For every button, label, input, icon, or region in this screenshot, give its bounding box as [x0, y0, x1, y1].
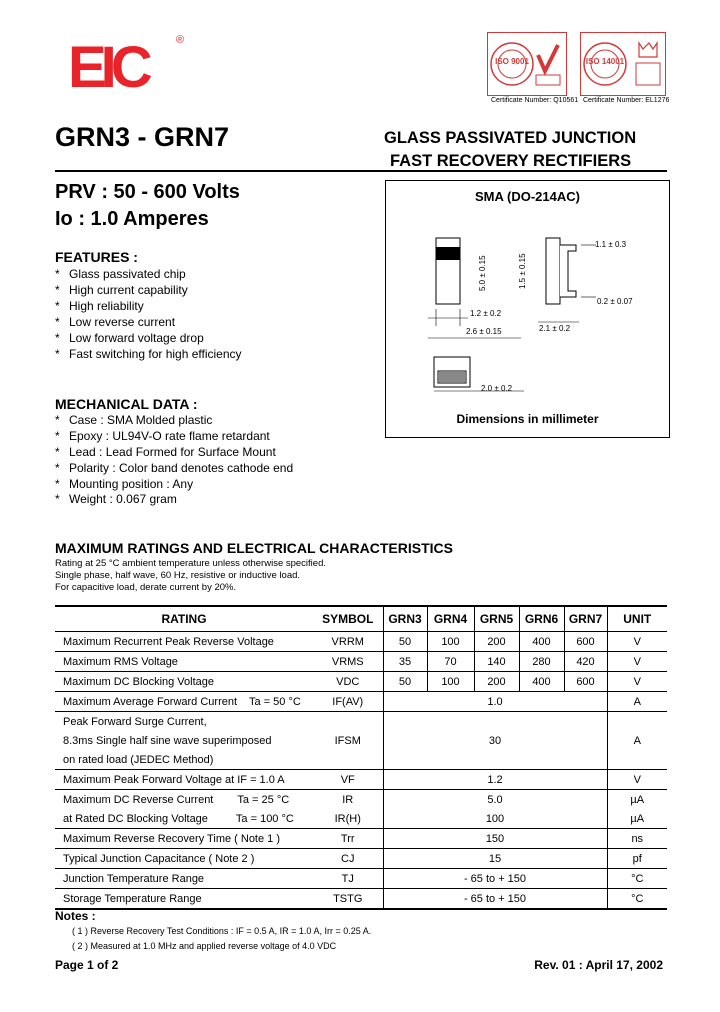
registered-mark: ® — [176, 34, 185, 46]
col-grn6: GRN6 — [519, 606, 564, 632]
table-row: Maximum DC Blocking Voltage VDC 50 100 200 400 600 V — [55, 672, 667, 692]
dim-body-height: 1.5 ± 0.15 — [518, 253, 527, 289]
feature-item: * High reliability — [55, 299, 144, 313]
table-header-row — [55, 606, 667, 632]
iso9001-caption: Certificate Number: Q10561 — [491, 97, 579, 104]
mechanical-heading: MECHANICAL DATA : — [55, 396, 198, 412]
revision-date: Rev. 01 : April 17, 2002 — [534, 958, 663, 972]
title-rule — [55, 170, 667, 172]
col-grn3: GRN3 — [383, 606, 427, 632]
mechanical-item: * Mounting position : Any — [55, 477, 194, 491]
dim-pad-width: 2.0 ± 0.2 — [481, 384, 513, 393]
col-rating: RATING — [55, 606, 313, 632]
product-line-1: GLASS PASSIVATED JUNCTION — [384, 129, 637, 147]
mechanical-item: * Polarity : Color band denotes cathode end — [55, 461, 294, 475]
col-grn7: GRN7 — [564, 606, 607, 632]
table-row: Maximum DC Reverse Current Ta = 25 °C IR 5.0 µA — [55, 790, 667, 810]
footnote-2: ( 2 ) Measured at 1.0 MHz and applied reverse voltage of 4.0 VDC — [72, 941, 337, 951]
iso14001-label: ISO 14001 — [585, 57, 625, 66]
col-unit: UNIT — [607, 606, 667, 632]
feature-item: * Low forward voltage drop — [55, 331, 204, 345]
ratings-heading: MAXIMUM RATINGS AND ELECTRICAL CHARACTERISTICS — [55, 540, 453, 556]
feature-item: * Low reverse current — [55, 315, 176, 329]
table-row: Peak Forward Surge Current, — [55, 712, 667, 732]
table-row: Maximum Average Forward Current Ta = 50 °C IF(AV) 1.0 A — [55, 692, 667, 712]
iso9001-label: ISO 9001 — [495, 57, 529, 66]
ratings-note: For capacitive load, derate current by 20%. — [55, 582, 237, 593]
product-line-2: FAST RECOVERY RECTIFIERS — [390, 152, 632, 170]
package-footer: Dimensions in millimeter — [456, 412, 599, 426]
ratings-note: Single phase, half wave, 60 Hz, resistive or inductive load. — [55, 570, 301, 581]
dim-band-width: 1.2 ± 0.2 — [470, 309, 502, 318]
mechanical-item: * Case : SMA Molded plastic — [55, 413, 213, 427]
feature-item: * High current capability — [55, 283, 188, 297]
table-row: Maximum Reverse Recovery Time ( Note 1 ) Trr 150 ns — [55, 829, 667, 849]
col-symbol: SYMBOL — [313, 606, 383, 632]
notes-heading: Notes : — [55, 909, 96, 923]
col-grn4: GRN4 — [427, 606, 474, 632]
iso14001-caption: Certificate Number: EL1276 — [583, 97, 670, 104]
part-number-title: GRN3 - GRN7 — [55, 122, 230, 152]
table-row: Maximum RMS Voltage VRMS 35 70 140 280 420 V — [55, 652, 667, 672]
page-number: Page 1 of 2 — [55, 958, 119, 972]
table-row: 8.3ms Single half sine wave superimposed IFSM 30 A — [55, 731, 667, 750]
table-row: Storage Temperature Range TSTG - 65 to + 150 °C — [55, 889, 667, 910]
package-drawing — [386, 181, 669, 406]
mechanical-item: * Lead : Lead Formed for Surface Mount — [55, 445, 276, 459]
table-row: Typical Junction Capacitance ( Note 2 ) CJ 15 pf — [55, 849, 667, 869]
dim-body-width: 2.6 ± 0.15 — [466, 327, 502, 336]
eic-logo: EIC — [68, 35, 147, 100]
features-heading: FEATURES : — [55, 249, 138, 265]
feature-item: * Fast switching for high efficiency — [55, 347, 242, 361]
mechanical-item: * Weight : 0.067 gram — [55, 492, 177, 506]
mechanical-item: * Epoxy : UL94V-O rate flame retardant — [55, 429, 270, 443]
io-spec: Io : 1.0 Amperes — [55, 208, 209, 230]
ratings-table — [55, 605, 667, 910]
table-row: at Rated DC Blocking Voltage Ta = 100 °C IR(H) 100 µA — [55, 809, 667, 829]
iso9001-badge — [487, 32, 567, 96]
table-row: Maximum Recurrent Peak Reverse Voltage VRRM 50 100 200 400 600 V — [55, 632, 667, 652]
table-row: Junction Temperature Range TJ - 65 to + 150 °C — [55, 869, 667, 889]
table-row: Maximum Peak Forward Voltage at IF = 1.0 A VF 1.2 V — [55, 770, 667, 790]
dim-length: 5.0 ± 0.15 — [478, 255, 487, 291]
prv-spec: PRV : 50 - 600 Volts — [55, 181, 240, 203]
col-grn5: GRN5 — [474, 606, 519, 632]
footnote-1: ( 1 ) Reverse Recovery Test Conditions : IF = 0.5 A, IR = 1.0 A, Irr = 0.25 A. — [72, 926, 372, 936]
table-row: on rated load (JEDEC Method) — [55, 750, 667, 770]
package-title: SMA (DO-214AC) — [475, 189, 580, 204]
package-outline-box — [385, 180, 670, 438]
feature-item: * Glass passivated chip — [55, 267, 186, 281]
dim-lead-thickness: 0.2 ± 0.07 — [597, 297, 633, 306]
dim-lead-width: 1.1 ± 0.3 — [595, 240, 627, 249]
dim-side-width: 2.1 ± 0.2 — [539, 324, 571, 333]
ratings-note: Rating at 25 °C ambient temperature unless otherwise specified. — [55, 558, 326, 569]
iso14001-badge — [580, 32, 666, 96]
